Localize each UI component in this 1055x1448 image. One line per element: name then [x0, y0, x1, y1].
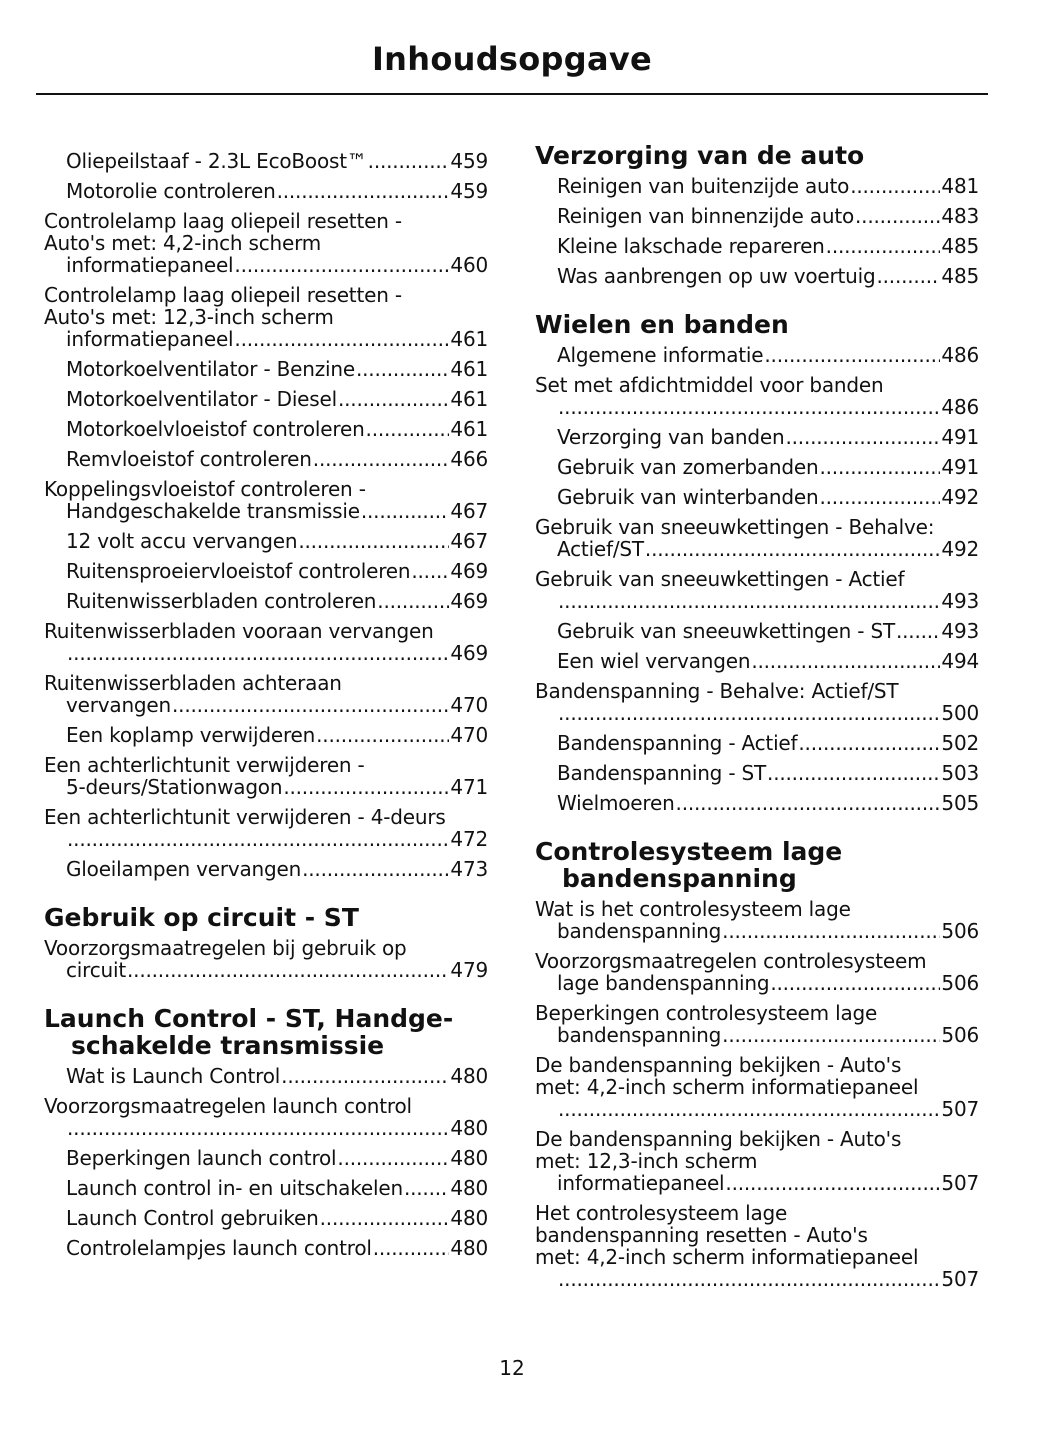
dot-leader [558, 396, 940, 418]
entry-title-line: Ruitenwisserbladen vooraan vervangen [44, 619, 434, 643]
entry-page-number: 483 [941, 204, 979, 228]
toc-entry[interactable] [44, 530, 488, 552]
section-heading: Gebruik op circuit - ST [44, 903, 359, 932]
entry-title-line: De bandenspanning bekijken - Auto's [535, 1053, 902, 1077]
toc-entry[interactable] [535, 620, 979, 642]
dot-leader [234, 328, 449, 350]
entry-page-number: 461 [450, 387, 488, 411]
dot-leader [277, 180, 450, 202]
entry-page-number: 506 [941, 971, 979, 995]
entry-title-line: Auto's met: 12,3-inch scherm [44, 305, 334, 329]
dot-leader [377, 590, 449, 612]
entry-page-number: 470 [450, 693, 488, 717]
entry-page-number: 493 [941, 589, 979, 613]
toc-left-column [44, 142, 488, 1259]
entry-title-line: bandenspanning [557, 919, 722, 943]
dot-leader [767, 762, 940, 784]
entry-title-line: met: 4,2-inch scherm informatiepaneel [535, 1075, 919, 1099]
dot-leader [725, 1172, 940, 1194]
entry-title-line: Wielmoeren [557, 791, 675, 815]
entry-title-line: Controlelamp laag oliepeil resetten - [44, 209, 402, 233]
entry-title-line: Auto's met: 4,2-inch scherm [44, 231, 322, 255]
entry-title-line: Reinigen van binnenzijde auto [557, 204, 855, 228]
entry-title-line: Reinigen van buitenzijde auto [557, 174, 850, 198]
entry-page-number: 493 [941, 619, 979, 643]
entry-page-number: 507 [941, 1267, 979, 1291]
entry-page-number: 506 [941, 1023, 979, 1047]
dot-leader [234, 254, 449, 276]
toc-entry[interactable] [535, 344, 979, 366]
dot-leader [172, 694, 449, 716]
toc-entry[interactable] [44, 284, 488, 350]
dot-leader [320, 1207, 450, 1229]
dot-leader [127, 959, 449, 981]
entry-page-number: 469 [450, 559, 488, 583]
toc-entry[interactable] [535, 950, 979, 994]
entry-title-line: Handgeschakelde transmissie [66, 499, 360, 523]
toc-entry[interactable] [535, 732, 979, 754]
page-title: Inhoudsopgave [371, 40, 653, 78]
dot-leader [298, 530, 449, 552]
entry-title-line: Remvloeistof controleren [66, 447, 312, 471]
section-heading: Verzorging van de auto [535, 141, 865, 170]
entry-title-line: Gebruik van sneeuwkettingen - ST [557, 619, 895, 643]
entry-page-number: 502 [941, 731, 979, 755]
dot-leader [676, 792, 941, 814]
toc-entry[interactable] [535, 235, 979, 257]
page-number: 12 [499, 1356, 525, 1380]
entry-title-line: lage bandenspanning [557, 971, 770, 995]
toc-entry[interactable] [535, 762, 979, 784]
toc-entry[interactable] [535, 1002, 979, 1046]
toc-entry[interactable] [535, 426, 979, 448]
dot-leader [819, 486, 940, 508]
entry-title-line: Motorkoelventilator - Benzine [66, 357, 355, 381]
entry-page-number: 506 [941, 919, 979, 943]
toc-right-column [535, 142, 979, 1290]
toc-entry[interactable] [44, 620, 488, 664]
entry-title-line: Actief/ST [557, 537, 644, 561]
entry-page-number: 480 [450, 1146, 488, 1170]
entry-title-line: Wat is het controlesysteem lage [535, 897, 851, 921]
dot-leader [67, 1117, 449, 1139]
entry-title-line: Set met afdichtmiddel voor banden [535, 373, 884, 397]
dot-leader [876, 265, 940, 287]
dot-leader [281, 1065, 449, 1087]
entry-page-number: 480 [450, 1064, 488, 1088]
entry-title-line: bandenspanning [557, 1023, 722, 1047]
entry-title-line: 5-deurs/Stationwagon [66, 775, 283, 799]
toc-entry[interactable] [44, 937, 488, 981]
toc-entry[interactable] [535, 205, 979, 227]
entry-page-number: 469 [450, 589, 488, 613]
entry-page-number: 479 [450, 958, 488, 982]
toc-entry[interactable] [44, 388, 488, 410]
entry-title-line: Gebruik van zomerbanden [557, 455, 819, 479]
entry-page-number: 459 [450, 179, 488, 203]
toc-entry[interactable] [44, 1177, 488, 1199]
entry-page-number: 461 [450, 357, 488, 381]
dot-leader [826, 235, 941, 257]
entry-title-line: informatiepaneel [557, 1171, 725, 1195]
toc-entry[interactable] [535, 456, 979, 478]
entry-title-line: Voorzorgsmaatregelen launch control [44, 1094, 412, 1118]
toc-entry[interactable] [535, 650, 979, 672]
entry-page-number: 507 [941, 1171, 979, 1195]
toc-section-controlesysteem-lage-bandenspanning [535, 838, 979, 1290]
entry-title-line: Gebruik van sneeuwkettingen - Behalve: [535, 515, 935, 539]
entry-page-number: 467 [450, 529, 488, 553]
entry-page-number: 471 [450, 775, 488, 799]
entry-title-line: Ruitenwisserbladen achteraan [44, 671, 342, 695]
toc-section-launch-control-st-handge-schakelde-transmissie [44, 1005, 488, 1259]
dot-leader [645, 538, 941, 560]
dot-leader [785, 426, 940, 448]
entry-title-line: Gloeilampen vervangen [66, 857, 302, 881]
toc-entry[interactable] [535, 680, 979, 724]
toc-entry[interactable] [44, 724, 488, 746]
toc-entry[interactable] [535, 1054, 979, 1120]
entry-title-line: Een koplamp verwijderen [66, 723, 316, 747]
entry-title-line: informatiepaneel [66, 327, 234, 351]
entry-title-line: bandenspanning resetten - Auto's [535, 1223, 868, 1247]
entry-title-line: Motorkoelventilator - Diesel [66, 387, 337, 411]
entry-page-number: 480 [450, 1206, 488, 1230]
entry-page-number: 467 [450, 499, 488, 523]
toc-entry[interactable] [535, 486, 979, 508]
dot-leader [558, 702, 940, 724]
toc-entry[interactable] [44, 478, 488, 522]
entry-page-number: 459 [450, 149, 488, 173]
toc-entry[interactable] [535, 265, 979, 287]
entry-title-line: Wat is Launch Control [66, 1064, 281, 1088]
entry-page-number: 473 [450, 857, 488, 881]
entry-page-number: 486 [941, 343, 979, 367]
entry-page-number: 494 [941, 649, 979, 673]
entry-title-line: Controlelamp laag oliepeil resetten - [44, 283, 402, 307]
entry-page-number: 505 [941, 791, 979, 815]
entry-page-number: 500 [941, 701, 979, 725]
entry-title-line: Een wiel vervangen [557, 649, 751, 673]
entry-page-number: 460 [450, 253, 488, 277]
dot-leader [368, 150, 450, 172]
toc-entry[interactable] [44, 754, 488, 798]
toc-entry[interactable] [44, 1237, 488, 1259]
toc-entry[interactable] [44, 418, 488, 440]
toc-section-wielen-en-banden [535, 311, 979, 814]
toc-entry[interactable] [535, 175, 979, 197]
toc-entry[interactable] [44, 150, 488, 172]
dot-leader [819, 456, 940, 478]
toc-entry[interactable] [44, 672, 488, 716]
dot-leader [798, 732, 940, 754]
toc-entry[interactable] [535, 516, 979, 560]
toc-entry[interactable] [44, 1207, 488, 1229]
entry-title-line: Het controlesysteem lage [535, 1201, 788, 1225]
entry-title-line: Voorzorgsmaatregelen bij gebruik op [44, 936, 407, 960]
toc-entry[interactable] [44, 590, 488, 612]
toc-entry[interactable] [44, 1065, 488, 1087]
entry-page-number: 492 [941, 537, 979, 561]
entry-page-number: 472 [450, 827, 488, 851]
dot-leader [722, 920, 940, 942]
dot-leader [855, 205, 940, 227]
entry-title-line: Ruitenwisserbladen controleren [66, 589, 377, 613]
dot-leader [896, 620, 940, 642]
dot-leader [283, 776, 449, 798]
dot-leader [558, 1098, 940, 1120]
toc-entry[interactable] [535, 898, 979, 942]
entry-title-line: Bandenspanning - Behalve: Actief/ST [535, 679, 899, 703]
dot-leader [337, 1147, 449, 1169]
entry-page-number: 480 [450, 1236, 488, 1260]
toc-entry[interactable] [535, 1128, 979, 1194]
dot-leader [770, 972, 940, 994]
entry-page-number: 503 [941, 761, 979, 785]
entry-page-number: 480 [450, 1116, 488, 1140]
toc-entry[interactable] [535, 1202, 979, 1290]
dot-leader [313, 448, 450, 470]
entry-title-line: Gebruik van sneeuwkettingen - Actief [535, 567, 905, 591]
toc-entry[interactable] [44, 180, 488, 202]
entry-title-line: Koppelingsvloeistof controleren - [44, 477, 366, 501]
entry-title-line: De bandenspanning bekijken - Auto's [535, 1127, 902, 1151]
entry-title-line: Bandenspanning - Actief [557, 731, 798, 755]
dot-leader [722, 1024, 940, 1046]
dot-leader [850, 175, 940, 197]
entry-title-line: Beperkingen controlesysteem lage [535, 1001, 878, 1025]
entry-page-number: 492 [941, 485, 979, 509]
entry-title-line: Een achterlichtunit verwijderen - [44, 753, 365, 777]
entry-page-number: 486 [941, 395, 979, 419]
entry-title-line: Voorzorgsmaatregelen controlesysteem [535, 949, 927, 973]
entry-page-number: 481 [941, 174, 979, 198]
section-heading: Wielen en banden [535, 310, 789, 339]
dot-leader [338, 388, 449, 410]
entry-page-number: 466 [450, 447, 488, 471]
entry-title-line: circuit [66, 958, 127, 982]
entry-title-line: Controlelampjes launch control [66, 1236, 372, 1260]
entry-title-line: Launch control in- en uitschakelen [66, 1176, 403, 1200]
toc-entry[interactable] [44, 210, 488, 276]
entry-title-line: Gebruik van winterbanden [557, 485, 819, 509]
dot-leader [373, 1237, 450, 1259]
dot-leader [302, 858, 449, 880]
dot-leader [316, 724, 449, 746]
toc-entry[interactable] [44, 1147, 488, 1169]
entry-title-line: Was aanbrengen op uw voertuig [557, 264, 876, 288]
dot-leader [356, 358, 449, 380]
toc-entry[interactable] [44, 560, 488, 582]
entry-page-number: 461 [450, 417, 488, 441]
toc-entry[interactable] [44, 448, 488, 470]
entry-page-number: 491 [941, 425, 979, 449]
toc-entry[interactable] [44, 358, 488, 380]
dot-leader [558, 1268, 940, 1290]
title-divider [36, 93, 988, 95]
dot-leader [411, 560, 449, 582]
entry-page-number: 485 [941, 234, 979, 258]
entry-title-line: 12 volt accu vervangen [66, 529, 298, 553]
dot-leader [361, 500, 450, 522]
toc-section-verzorging-van-de-auto [535, 142, 979, 287]
entry-title-line: informatiepaneel [66, 253, 234, 277]
entry-page-number: 480 [450, 1176, 488, 1200]
entry-title-line: Kleine lakschade repareren [557, 234, 825, 258]
toc-entry[interactable] [44, 858, 488, 880]
toc-section-gebruik-op-circuit-st [44, 904, 488, 981]
entry-title-line: Oliepeilstaaf - 2.3L EcoBoost™ [66, 149, 367, 173]
toc-entry[interactable] [44, 806, 488, 850]
entry-title-line: Launch Control gebruiken [66, 1206, 319, 1230]
entry-title-line: Verzorging van banden [557, 425, 785, 449]
toc-entry[interactable] [535, 792, 979, 814]
section-heading: Launch Control - ST, Handge-schakelde transmissie [44, 1004, 454, 1060]
entry-title-line: met: 12,3-inch scherm [535, 1149, 758, 1173]
entry-title-line: Ruitensproeiervloeistof controleren [66, 559, 411, 583]
dot-leader [404, 1177, 449, 1199]
entry-title-line: Algemene informatie [557, 343, 764, 367]
toc-entry[interactable] [535, 568, 979, 612]
toc-entry[interactable] [535, 374, 979, 418]
toc-entry[interactable] [44, 1095, 488, 1139]
dot-leader [764, 344, 940, 366]
dot-leader [67, 828, 449, 850]
entry-title-line: Een achterlichtunit verwijderen - 4-deurs [44, 805, 446, 829]
toc-section [44, 150, 488, 880]
entry-page-number: 507 [941, 1097, 979, 1121]
entry-title-line: Beperkingen launch control [66, 1146, 337, 1170]
entry-page-number: 491 [941, 455, 979, 479]
entry-title-line: Motorolie controleren [66, 179, 276, 203]
dot-leader [751, 650, 940, 672]
entry-title-line: met: 4,2-inch scherm informatiepaneel [535, 1245, 919, 1269]
entry-page-number: 461 [450, 327, 488, 351]
entry-page-number: 469 [450, 641, 488, 665]
dot-leader [558, 590, 940, 612]
entry-page-number: 470 [450, 723, 488, 747]
entry-title-line: Bandenspanning - ST [557, 761, 767, 785]
entry-title-line: Motorkoelvloeistof controleren [66, 417, 365, 441]
entry-page-number: 485 [941, 264, 979, 288]
entry-title-line: vervangen [66, 693, 172, 717]
dot-leader [366, 418, 450, 440]
dot-leader [67, 642, 449, 664]
section-heading: Controlesysteem lage bandenspanning [535, 837, 843, 893]
